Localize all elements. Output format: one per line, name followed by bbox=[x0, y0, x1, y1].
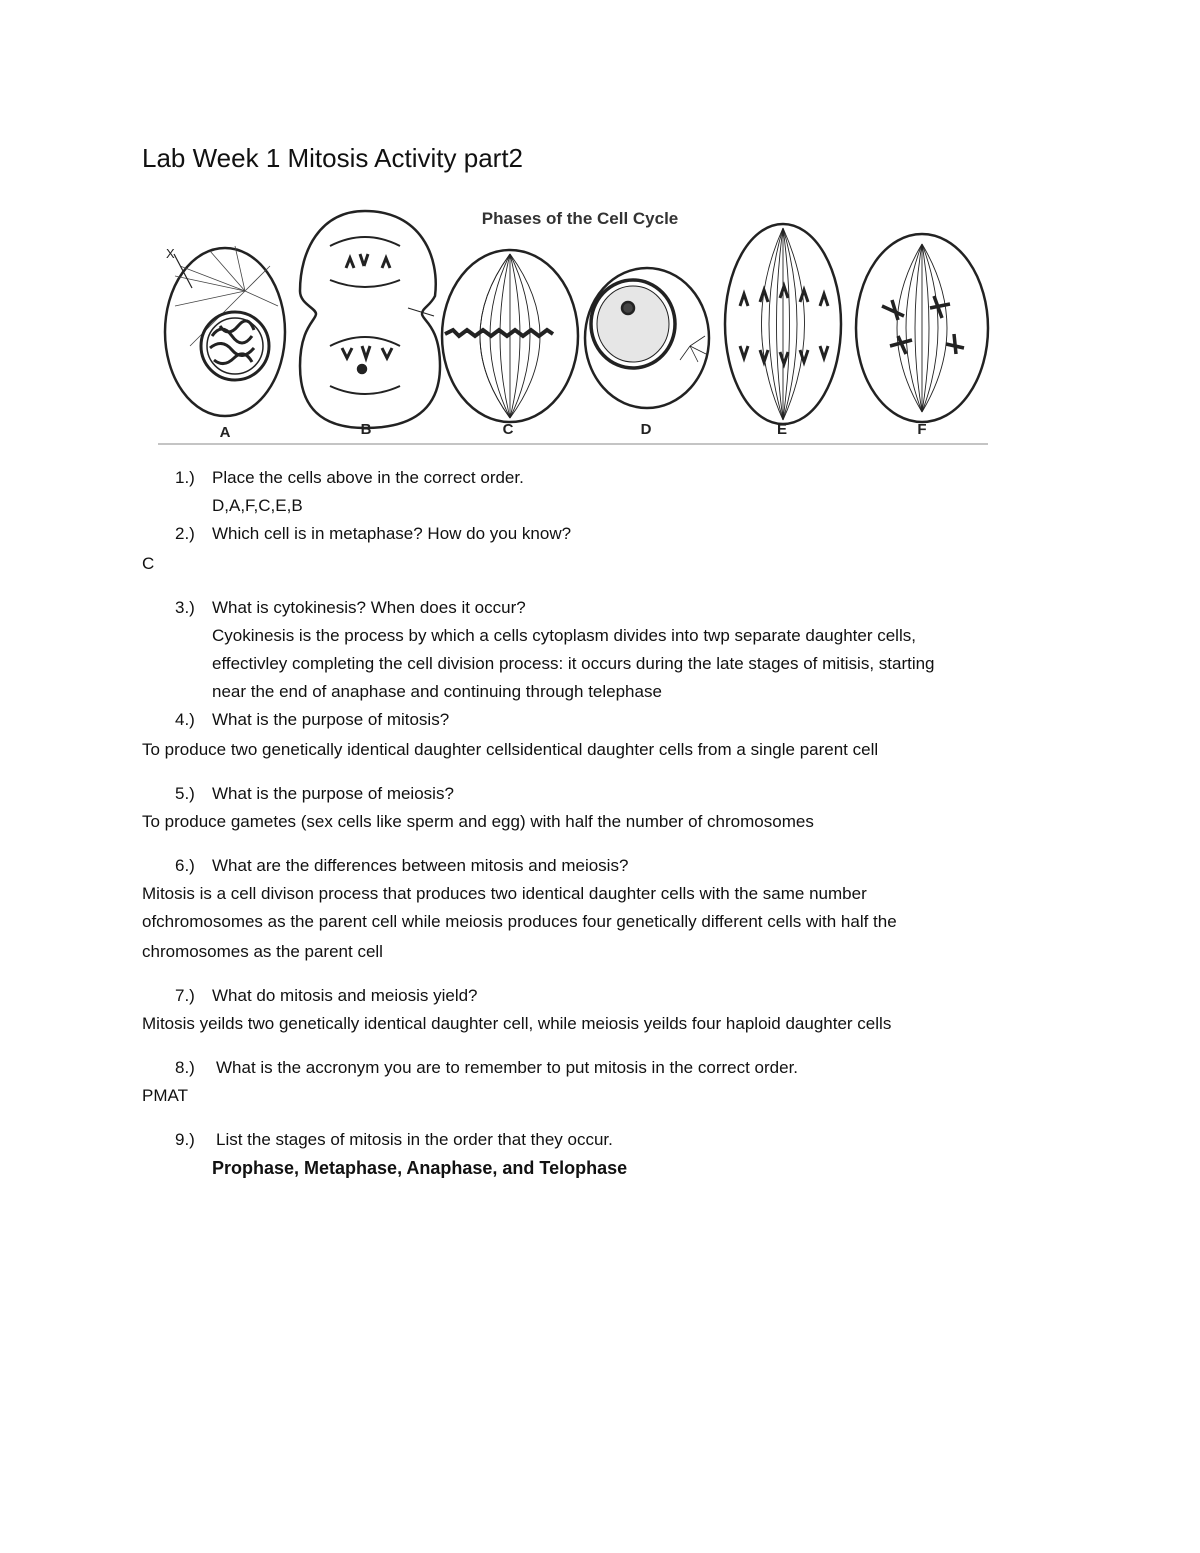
question-text: What is the accronym you are to remember to put mitosis in the correct order. bbox=[216, 1058, 799, 1077]
cell-b bbox=[300, 211, 440, 428]
answer-6-line-2: ofchromosomes as the parent cell while meiosis produces four genetically different cells with half the bbox=[142, 912, 897, 931]
question-text: List the stages of mitosis in the order that they occur. bbox=[216, 1130, 613, 1149]
question-number: 4.) bbox=[175, 710, 195, 729]
cell-label-b: B bbox=[360, 421, 372, 438]
cell-label-c: C bbox=[502, 421, 514, 438]
answer-6-line-3: chromosomes as the parent cell bbox=[142, 942, 383, 961]
cell-label-d: D bbox=[640, 421, 652, 438]
cell-label-a: A bbox=[219, 424, 231, 441]
answer-3-line-3: near the end of anaphase and continuing through telephase bbox=[212, 682, 662, 701]
answer-5: To produce gametes (sex cells like sperm and egg) with half the number of chromosomes bbox=[142, 812, 814, 831]
answer-2: C bbox=[142, 554, 155, 573]
question-text: Place the cells above in the correct order. bbox=[212, 468, 524, 487]
cell-label-f: F bbox=[917, 421, 927, 438]
question-text: What do mitosis and meiosis yield? bbox=[212, 986, 478, 1005]
question-text: Which cell is in metaphase? How do you know? bbox=[212, 524, 572, 543]
answer-6-line-1: Mitosis is a cell divison process that produces two identical daughter cells with the same number bbox=[142, 884, 867, 903]
question-number: 9.) bbox=[175, 1130, 195, 1149]
question-text: What is the purpose of mitosis? bbox=[212, 710, 450, 729]
question-number: 8.) bbox=[175, 1058, 195, 1077]
figure-title: Phases of the Cell Cycle bbox=[481, 209, 679, 228]
question-text: What is cytokinesis? When does it occur? bbox=[212, 598, 526, 617]
cell-c bbox=[442, 250, 578, 422]
question-number: 6.) bbox=[175, 856, 195, 875]
answer-7: Mitosis yeilds two genetically identical daughter cell, while meiosis yeilds four haploid daughter cells bbox=[142, 1014, 892, 1033]
answer-4: To produce two genetically identical daughter cellsidentical daughter cells from a single parent cell bbox=[142, 740, 879, 759]
cell-e bbox=[725, 224, 841, 424]
question-text: What are the differences between mitosis and meiosis? bbox=[212, 856, 629, 875]
cell-label-e: E bbox=[776, 421, 788, 438]
question-number: 7.) bbox=[175, 986, 195, 1005]
cell-f bbox=[856, 234, 988, 422]
pointer-label: X bbox=[166, 246, 175, 261]
question-text: What is the purpose of meiosis? bbox=[212, 784, 454, 803]
question-number: 3.) bbox=[175, 598, 195, 617]
cell-d bbox=[585, 268, 709, 408]
answer-3-line-1: Cyokinesis is the process by which a cells cytoplasm divides into twp separate daughter cells, bbox=[212, 626, 916, 645]
answer-8: PMAT bbox=[142, 1086, 188, 1105]
question-number: 5.) bbox=[175, 784, 195, 803]
question-number: 2.) bbox=[175, 524, 195, 543]
answer-9: Prophase, Metaphase, Anaphase, and Telophase bbox=[212, 1158, 628, 1178]
question-number: 1.) bbox=[175, 468, 195, 487]
answer-3-line-2: effectivley completing the cell division process: it occurs during the late stages of mitisis, starting bbox=[212, 654, 935, 673]
cell-cycle-figure bbox=[150, 196, 995, 448]
page-title: Lab Week 1 Mitosis Activity part2 bbox=[142, 143, 524, 173]
answer-1: D,A,F,C,E,B bbox=[212, 496, 303, 515]
